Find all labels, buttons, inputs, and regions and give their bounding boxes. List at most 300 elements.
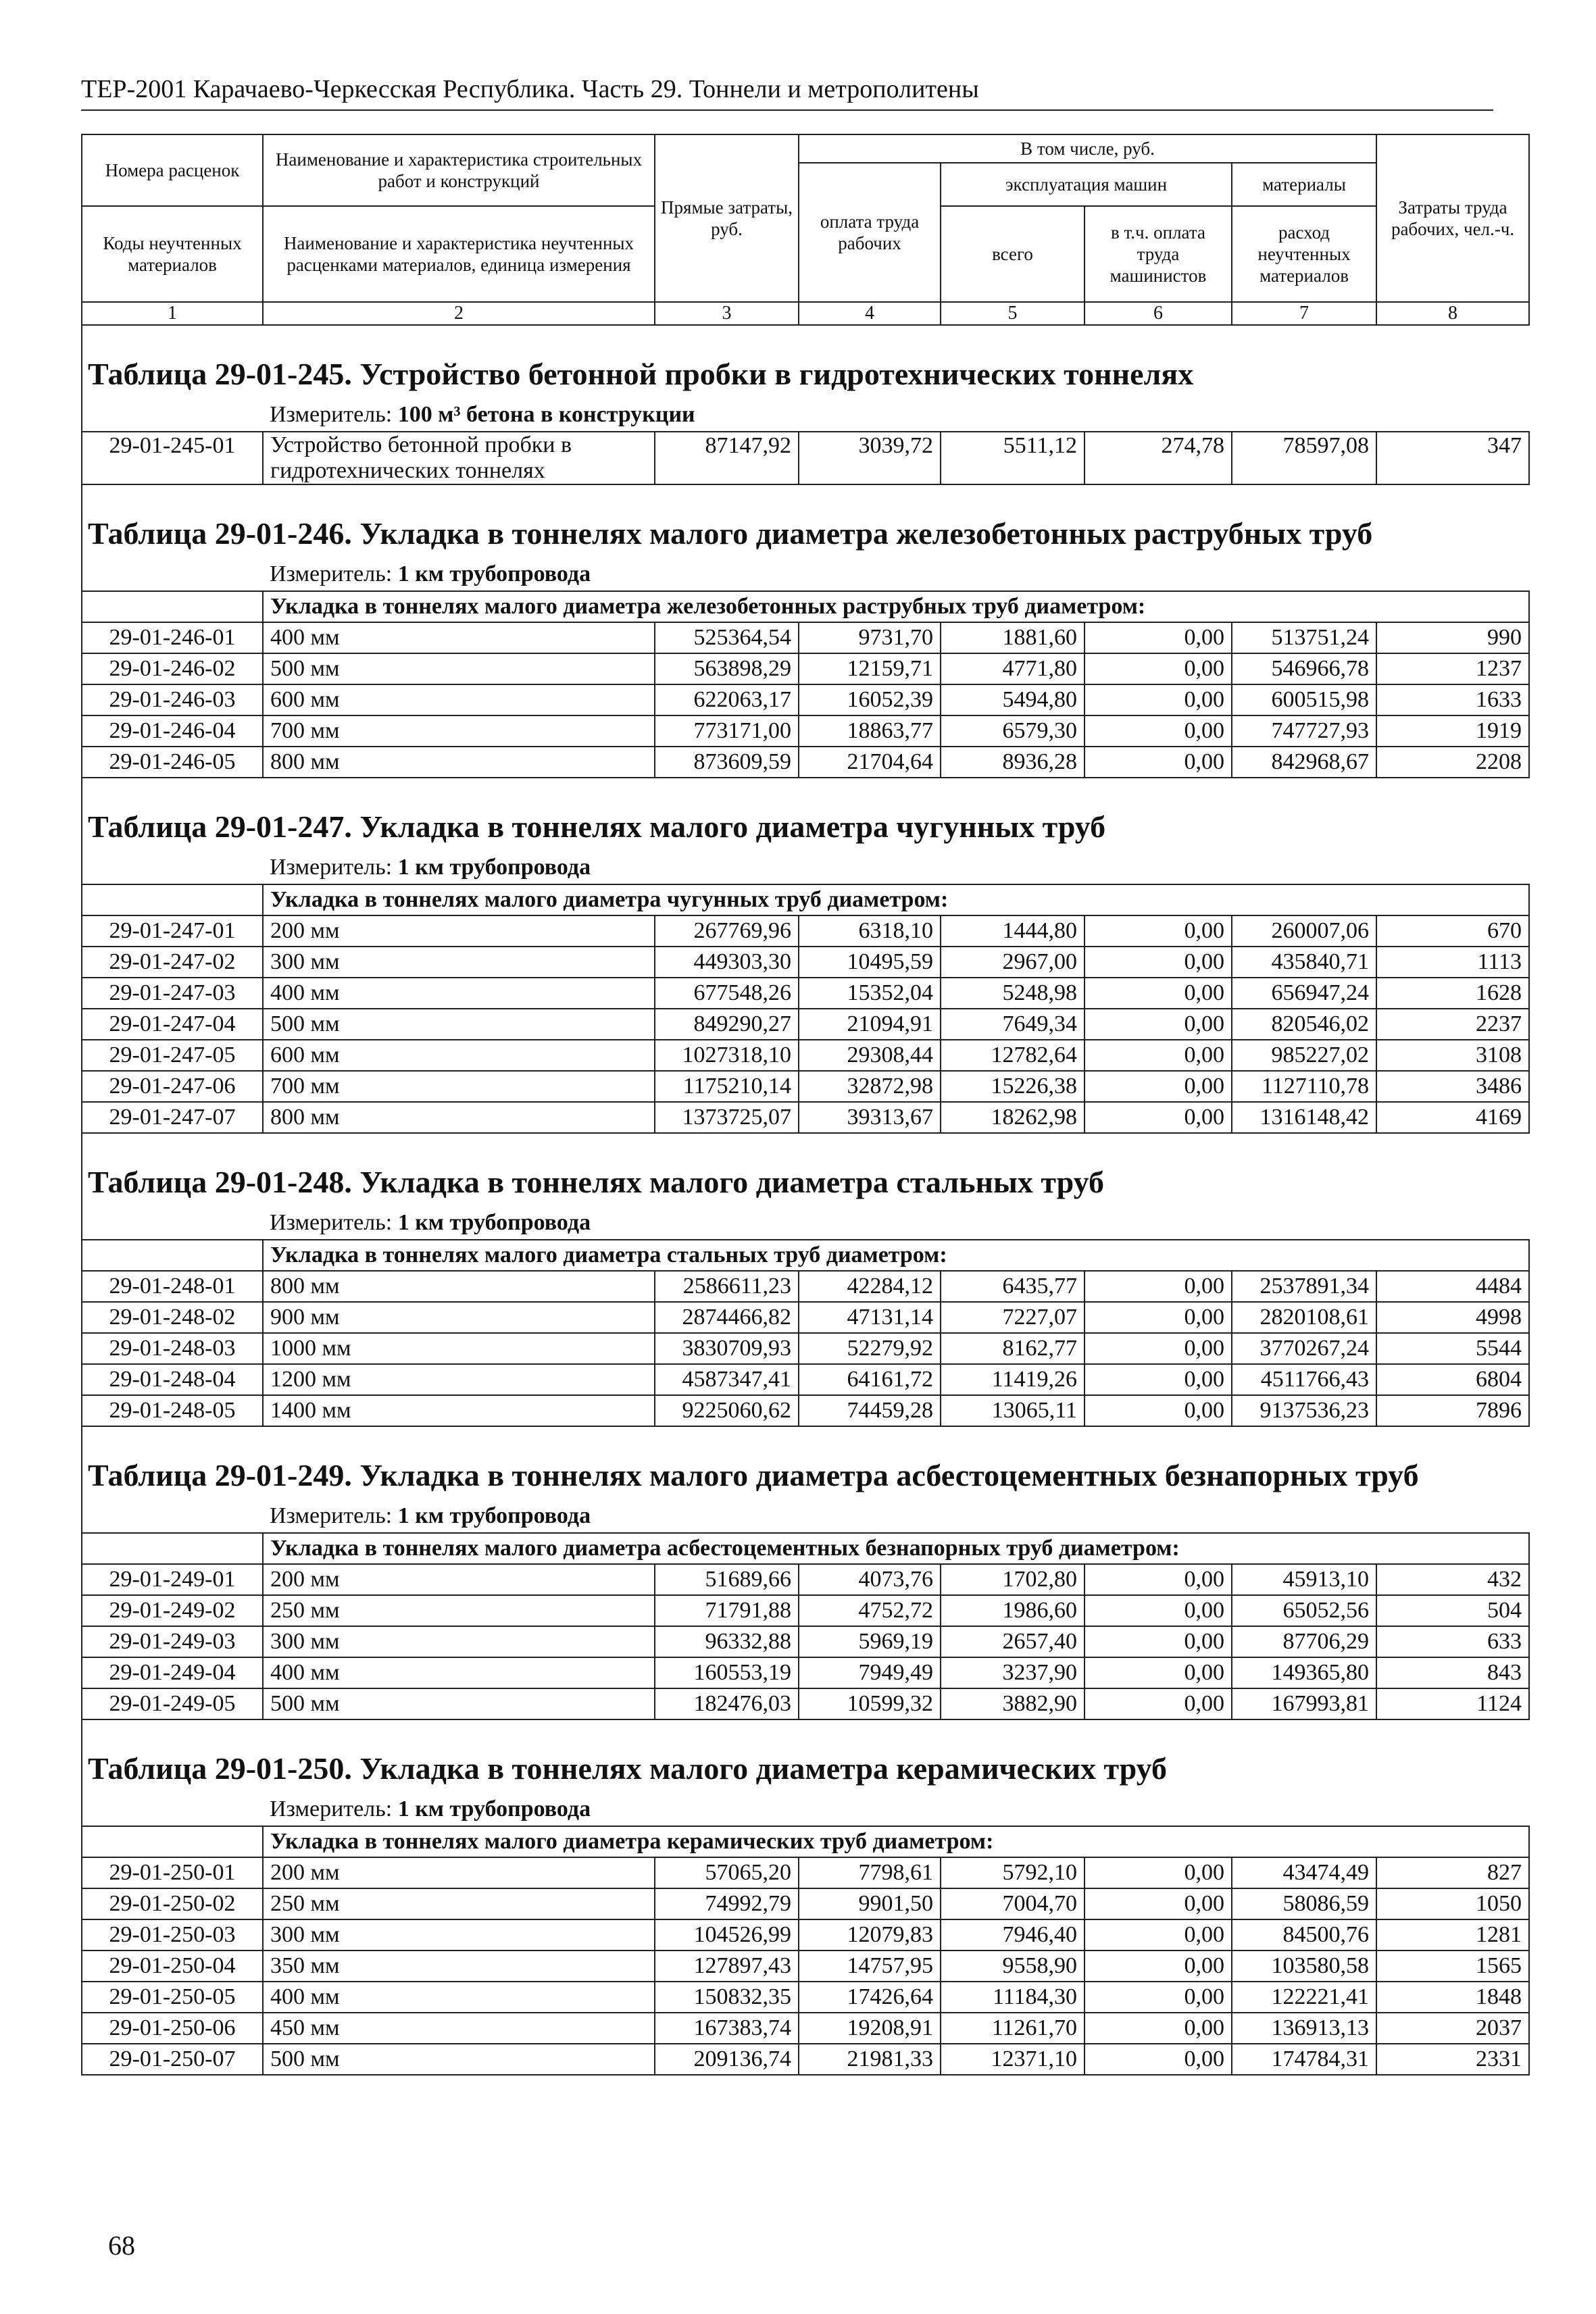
section-title-row bbox=[82, 1451, 1529, 1500]
labor-pay: 10495,59 bbox=[799, 947, 941, 978]
rate-code: 29-01-250-03 bbox=[82, 1919, 263, 1951]
materials: 136913,13 bbox=[1232, 2013, 1376, 2044]
group-label: Укладка в тоннелях малого диаметра асбестоцементных безнапорных труб диаметром: bbox=[263, 1533, 1529, 1564]
rate-code: 29-01-249-03 bbox=[82, 1626, 263, 1657]
table-row bbox=[82, 715, 1529, 747]
rate-code: 29-01-247-01 bbox=[82, 915, 263, 947]
direct-costs: 9225060,62 bbox=[655, 1395, 799, 1426]
rate-code: 29-01-250-04 bbox=[82, 1951, 263, 1982]
table-row bbox=[82, 1271, 1529, 1302]
machines-total: 8162,77 bbox=[941, 1333, 1084, 1364]
labor-pay: 9901,50 bbox=[799, 1888, 941, 1919]
meter bbox=[263, 1793, 1529, 1826]
machinist-pay: 0,00 bbox=[1084, 1102, 1232, 1133]
group-row bbox=[82, 1826, 1529, 1857]
meter bbox=[263, 558, 1529, 591]
meter-spacer bbox=[82, 558, 263, 591]
work-name: 500 мм bbox=[263, 1688, 655, 1719]
labor-hours: 347 bbox=[1376, 432, 1529, 484]
column-number: 1 bbox=[82, 302, 263, 325]
column-number: 2 bbox=[263, 302, 655, 325]
machines-total: 18262,98 bbox=[941, 1102, 1084, 1133]
machines-total: 12782,64 bbox=[941, 1040, 1084, 1071]
section-spacer bbox=[82, 778, 1529, 803]
machinist-pay: 274,78 bbox=[1084, 432, 1232, 484]
materials: 174784,31 bbox=[1232, 2044, 1376, 2075]
materials: 260007,06 bbox=[1232, 915, 1376, 947]
meter-row bbox=[82, 1207, 1529, 1240]
machines-total: 1986,60 bbox=[941, 1595, 1084, 1626]
labor-hours: 1848 bbox=[1376, 1982, 1529, 2013]
materials: 4511766,43 bbox=[1232, 1364, 1376, 1395]
rate-code: 29-01-246-05 bbox=[82, 747, 263, 778]
work-name: 300 мм bbox=[263, 947, 655, 978]
machines-total: 13065,11 bbox=[941, 1395, 1084, 1426]
header-row-1 bbox=[82, 134, 1529, 163]
header-material-name: Наименование и характеристика неучтенных расценками материалов, единица измерения bbox=[263, 206, 655, 302]
direct-costs: 150832,35 bbox=[655, 1982, 799, 2013]
spacer-cell bbox=[82, 484, 1529, 509]
direct-costs: 127897,43 bbox=[655, 1951, 799, 1982]
section-spacer bbox=[82, 1426, 1529, 1451]
rate-code: 29-01-248-05 bbox=[82, 1395, 263, 1426]
direct-costs: 104526,99 bbox=[655, 1919, 799, 1951]
header-materials: материалы bbox=[1232, 163, 1376, 206]
section-title: Таблица 29-01-246. Укладка в тоннелях малого диаметра железобетонных раструбных труб bbox=[82, 509, 1529, 558]
labor-pay: 14757,95 bbox=[799, 1951, 941, 1982]
labor-pay: 7798,61 bbox=[799, 1857, 941, 1888]
section-title-row bbox=[82, 803, 1529, 851]
group-row bbox=[82, 591, 1529, 622]
meter bbox=[263, 1207, 1529, 1240]
meter-spacer bbox=[82, 1793, 263, 1826]
machines-total: 11261,70 bbox=[941, 2013, 1084, 2044]
rate-code: 29-01-248-03 bbox=[82, 1333, 263, 1364]
meter bbox=[263, 851, 1529, 884]
machines-total: 2967,00 bbox=[941, 947, 1084, 978]
rate-code: 29-01-248-02 bbox=[82, 1302, 263, 1333]
labor-pay: 18863,77 bbox=[799, 715, 941, 747]
header-machines: эксплуатация машин bbox=[941, 163, 1232, 206]
work-name: 250 мм bbox=[263, 1595, 655, 1626]
machinist-pay: 0,00 bbox=[1084, 1364, 1232, 1395]
header-unaccounted-materials: расход неучтенных материалов bbox=[1232, 206, 1376, 302]
meter-spacer bbox=[82, 1500, 263, 1533]
materials: 747727,93 bbox=[1232, 715, 1376, 747]
table-row bbox=[82, 1071, 1529, 1102]
work-name: 800 мм bbox=[263, 1271, 655, 1302]
table-row bbox=[82, 1040, 1529, 1071]
group-spacer bbox=[82, 1826, 263, 1857]
rate-code: 29-01-249-05 bbox=[82, 1688, 263, 1719]
labor-pay: 39313,67 bbox=[799, 1102, 941, 1133]
materials: 435840,71 bbox=[1232, 947, 1376, 978]
materials: 513751,24 bbox=[1232, 622, 1376, 653]
labor-hours: 2037 bbox=[1376, 2013, 1529, 2044]
labor-hours: 827 bbox=[1376, 1857, 1529, 1888]
direct-costs: 622063,17 bbox=[655, 684, 799, 715]
group-spacer bbox=[82, 1240, 263, 1271]
table-row bbox=[82, 622, 1529, 653]
meter-value: 1 км трубопровода bbox=[397, 1210, 591, 1235]
labor-hours: 432 bbox=[1376, 1564, 1529, 1595]
meter-spacer bbox=[82, 851, 263, 884]
meter-row bbox=[82, 1500, 1529, 1533]
materials: 985227,02 bbox=[1232, 1040, 1376, 1071]
table-row bbox=[82, 1102, 1529, 1133]
meter-value: 1 км трубопровода bbox=[397, 1796, 591, 1821]
work-name: 700 мм bbox=[263, 1071, 655, 1102]
meter-label: Измеритель: bbox=[270, 402, 393, 427]
machinist-pay: 0,00 bbox=[1084, 1040, 1232, 1071]
table-row bbox=[82, 1595, 1529, 1626]
section-title: Таблица 29-01-248. Укладка в тоннелях малого диаметра стальных труб bbox=[82, 1158, 1529, 1207]
table-row bbox=[82, 1688, 1529, 1719]
machinist-pay: 0,00 bbox=[1084, 1857, 1232, 1888]
rate-code: 29-01-250-06 bbox=[82, 2013, 263, 2044]
header-including: В том числе, руб. bbox=[799, 134, 1376, 163]
materials: 103580,58 bbox=[1232, 1951, 1376, 1982]
section-title: Таблица 29-01-250. Укладка в тоннелях малого диаметра керамических труб bbox=[82, 1744, 1529, 1793]
group-row bbox=[82, 1240, 1529, 1271]
meter-value: 1 км трубопровода bbox=[397, 855, 591, 880]
table-row bbox=[82, 1919, 1529, 1951]
work-name: 400 мм bbox=[263, 978, 655, 1009]
machines-total: 6579,30 bbox=[941, 715, 1084, 747]
labor-pay: 3039,72 bbox=[799, 432, 941, 484]
machinist-pay: 0,00 bbox=[1084, 1302, 1232, 1333]
work-name: 900 мм bbox=[263, 1302, 655, 1333]
direct-costs: 3830709,93 bbox=[655, 1333, 799, 1364]
direct-costs: 57065,20 bbox=[655, 1857, 799, 1888]
rate-code: 29-01-246-03 bbox=[82, 684, 263, 715]
table-row bbox=[82, 947, 1529, 978]
section-spacer bbox=[82, 325, 1529, 350]
direct-costs: 87147,92 bbox=[655, 432, 799, 484]
table-row bbox=[82, 1395, 1529, 1426]
machines-total: 5511,12 bbox=[941, 432, 1084, 484]
header-machinist-pay: в т.ч. оплата труда машинистов bbox=[1084, 206, 1232, 302]
direct-costs: 209136,74 bbox=[655, 2044, 799, 2075]
column-number: 7 bbox=[1232, 302, 1376, 325]
machinist-pay: 0,00 bbox=[1084, 1657, 1232, 1688]
materials: 2820108,61 bbox=[1232, 1302, 1376, 1333]
materials: 820546,02 bbox=[1232, 1009, 1376, 1040]
machines-total: 4771,80 bbox=[941, 653, 1084, 684]
machinist-pay: 0,00 bbox=[1084, 1982, 1232, 2013]
labor-hours: 1237 bbox=[1376, 653, 1529, 684]
section-title: Таблица 29-01-247. Укладка в тоннелях малого диаметра чугунных труб bbox=[82, 803, 1529, 851]
machinist-pay: 0,00 bbox=[1084, 1071, 1232, 1102]
labor-hours: 4169 bbox=[1376, 1102, 1529, 1133]
machinist-pay: 0,00 bbox=[1084, 947, 1232, 978]
section-spacer bbox=[82, 1719, 1529, 1744]
table-row bbox=[82, 432, 1529, 484]
direct-costs: 160553,19 bbox=[655, 1657, 799, 1688]
machines-total: 15226,38 bbox=[941, 1071, 1084, 1102]
rate-code: 29-01-249-04 bbox=[82, 1657, 263, 1688]
meter-row bbox=[82, 558, 1529, 591]
materials: 167993,81 bbox=[1232, 1688, 1376, 1719]
materials: 45913,10 bbox=[1232, 1564, 1376, 1595]
work-name: 300 мм bbox=[263, 1626, 655, 1657]
table-row bbox=[82, 1888, 1529, 1919]
labor-hours: 1113 bbox=[1376, 947, 1529, 978]
work-name: 200 мм bbox=[263, 1857, 655, 1888]
machines-total: 7227,07 bbox=[941, 1302, 1084, 1333]
labor-pay: 7949,49 bbox=[799, 1657, 941, 1688]
machines-total: 8936,28 bbox=[941, 747, 1084, 778]
machinist-pay: 0,00 bbox=[1084, 1009, 1232, 1040]
meter bbox=[263, 1500, 1529, 1533]
labor-pay: 21981,33 bbox=[799, 2044, 941, 2075]
labor-pay: 9731,70 bbox=[799, 622, 941, 653]
direct-costs: 2586611,23 bbox=[655, 1271, 799, 1302]
labor-pay: 16052,39 bbox=[799, 684, 941, 715]
labor-hours: 2208 bbox=[1376, 747, 1529, 778]
labor-hours: 3108 bbox=[1376, 1040, 1529, 1071]
labor-hours: 1565 bbox=[1376, 1951, 1529, 1982]
machinist-pay: 0,00 bbox=[1084, 1888, 1232, 1919]
machines-total: 5248,98 bbox=[941, 978, 1084, 1009]
table-row bbox=[82, 747, 1529, 778]
work-name: 500 мм bbox=[263, 653, 655, 684]
section-title: Таблица 29-01-245. Устройство бетонной пробки в гидротехнических тоннелях bbox=[82, 350, 1529, 399]
machinist-pay: 0,00 bbox=[1084, 622, 1232, 653]
work-name: 400 мм bbox=[263, 1657, 655, 1688]
group-label: Укладка в тоннелях малого диаметра стальных труб диаметром: bbox=[263, 1240, 1529, 1271]
machinist-pay: 0,00 bbox=[1084, 978, 1232, 1009]
labor-pay: 6318,10 bbox=[799, 915, 941, 947]
machinist-pay: 0,00 bbox=[1084, 1564, 1232, 1595]
column-numbers-row bbox=[82, 302, 1529, 325]
spacer-cell bbox=[82, 1133, 1529, 1158]
header-rate-numbers: Номера расценок bbox=[82, 134, 263, 206]
section-title: Таблица 29-01-249. Укладка в тоннелях малого диаметра асбестоцементных безнапорных труб bbox=[82, 1451, 1529, 1500]
materials: 84500,76 bbox=[1232, 1919, 1376, 1951]
labor-pay: 10599,32 bbox=[799, 1688, 941, 1719]
machinist-pay: 0,00 bbox=[1084, 1951, 1232, 1982]
machines-total: 1881,60 bbox=[941, 622, 1084, 653]
materials: 546966,78 bbox=[1232, 653, 1376, 684]
work-name: 500 мм bbox=[263, 1009, 655, 1040]
labor-pay: 21094,91 bbox=[799, 1009, 941, 1040]
group-row bbox=[82, 1533, 1529, 1564]
rate-code: 29-01-247-05 bbox=[82, 1040, 263, 1071]
machines-total: 6435,77 bbox=[941, 1271, 1084, 1302]
labor-pay: 4073,76 bbox=[799, 1564, 941, 1595]
table-row bbox=[82, 653, 1529, 684]
labor-hours: 1124 bbox=[1376, 1688, 1529, 1719]
rate-code: 29-01-250-05 bbox=[82, 1982, 263, 2013]
column-number: 4 bbox=[799, 302, 941, 325]
rate-code: 29-01-247-02 bbox=[82, 947, 263, 978]
work-name: 800 мм bbox=[263, 747, 655, 778]
labor-hours: 4484 bbox=[1376, 1271, 1529, 1302]
labor-hours: 1628 bbox=[1376, 978, 1529, 1009]
rate-code: 29-01-250-01 bbox=[82, 1857, 263, 1888]
table-row bbox=[82, 1333, 1529, 1364]
labor-hours: 670 bbox=[1376, 915, 1529, 947]
machinist-pay: 0,00 bbox=[1084, 715, 1232, 747]
machinist-pay: 0,00 bbox=[1084, 2013, 1232, 2044]
machines-total: 1702,80 bbox=[941, 1564, 1084, 1595]
machines-total: 11419,26 bbox=[941, 1364, 1084, 1395]
direct-costs: 267769,96 bbox=[655, 915, 799, 947]
meter-label: Измеритель: bbox=[270, 561, 393, 586]
direct-costs: 182476,03 bbox=[655, 1688, 799, 1719]
direct-costs: 563898,29 bbox=[655, 653, 799, 684]
rate-code: 29-01-247-03 bbox=[82, 978, 263, 1009]
materials: 122221,41 bbox=[1232, 1982, 1376, 2013]
column-number: 8 bbox=[1376, 302, 1529, 325]
table-row bbox=[82, 2044, 1529, 2075]
group-spacer bbox=[82, 884, 263, 915]
machinist-pay: 0,00 bbox=[1084, 747, 1232, 778]
labor-pay: 4752,72 bbox=[799, 1595, 941, 1626]
labor-hours: 990 bbox=[1376, 622, 1529, 653]
rates-table bbox=[81, 134, 1530, 2076]
table-row bbox=[82, 1009, 1529, 1040]
meter-value: 100 м³ бетона в конструкции bbox=[397, 402, 695, 427]
labor-pay: 29308,44 bbox=[799, 1040, 941, 1071]
table-row bbox=[82, 915, 1529, 947]
meter-label: Измеритель: bbox=[270, 855, 393, 880]
column-number: 6 bbox=[1084, 302, 1232, 325]
machinist-pay: 0,00 bbox=[1084, 1271, 1232, 1302]
materials: 65052,56 bbox=[1232, 1595, 1376, 1626]
direct-costs: 51689,66 bbox=[655, 1564, 799, 1595]
direct-costs: 525364,54 bbox=[655, 622, 799, 653]
section-spacer bbox=[82, 484, 1529, 509]
meter bbox=[263, 399, 1529, 432]
spacer-cell bbox=[82, 325, 1529, 350]
labor-hours: 843 bbox=[1376, 1657, 1529, 1688]
machines-total: 3237,90 bbox=[941, 1657, 1084, 1688]
page-number: 68 bbox=[108, 2230, 135, 2261]
column-number: 3 bbox=[655, 302, 799, 325]
meter-row bbox=[82, 851, 1529, 884]
rate-code: 29-01-245-01 bbox=[82, 432, 263, 484]
materials: 78597,08 bbox=[1232, 432, 1376, 484]
header-material-codes: Коды неучтенных материалов bbox=[82, 206, 263, 302]
materials: 656947,24 bbox=[1232, 978, 1376, 1009]
group-spacer bbox=[82, 591, 263, 622]
rate-code: 29-01-250-02 bbox=[82, 1888, 263, 1919]
direct-costs: 449303,30 bbox=[655, 947, 799, 978]
rate-code: 29-01-248-04 bbox=[82, 1364, 263, 1395]
labor-pay: 52279,92 bbox=[799, 1333, 941, 1364]
table-row bbox=[82, 1657, 1529, 1688]
materials: 842968,67 bbox=[1232, 747, 1376, 778]
meter-value: 1 км трубопровода bbox=[397, 1503, 591, 1528]
labor-pay: 47131,14 bbox=[799, 1302, 941, 1333]
direct-costs: 2874466,82 bbox=[655, 1302, 799, 1333]
machines-total: 9558,90 bbox=[941, 1951, 1084, 1982]
spacer-cell bbox=[82, 1719, 1529, 1744]
rate-code: 29-01-246-04 bbox=[82, 715, 263, 747]
rate-code: 29-01-250-07 bbox=[82, 2044, 263, 2075]
labor-hours: 2237 bbox=[1376, 1009, 1529, 1040]
direct-costs: 849290,27 bbox=[655, 1009, 799, 1040]
work-name: 350 мм bbox=[263, 1951, 655, 1982]
table-row bbox=[82, 1857, 1529, 1888]
machines-total: 12371,10 bbox=[941, 2044, 1084, 2075]
materials: 2537891,34 bbox=[1232, 1271, 1376, 1302]
header-direct-costs: Прямые затраты, руб. bbox=[655, 134, 799, 302]
work-name: 800 мм bbox=[263, 1102, 655, 1133]
machinist-pay: 0,00 bbox=[1084, 1595, 1232, 1626]
direct-costs: 167383,74 bbox=[655, 2013, 799, 2044]
labor-hours: 2331 bbox=[1376, 2044, 1529, 2075]
labor-pay: 15352,04 bbox=[799, 978, 941, 1009]
work-name: 200 мм bbox=[263, 1564, 655, 1595]
rate-code: 29-01-247-07 bbox=[82, 1102, 263, 1133]
machinist-pay: 0,00 bbox=[1084, 1333, 1232, 1364]
labor-hours: 1633 bbox=[1376, 684, 1529, 715]
table-row bbox=[82, 978, 1529, 1009]
materials: 87706,29 bbox=[1232, 1626, 1376, 1657]
direct-costs: 1027318,10 bbox=[655, 1040, 799, 1071]
labor-pay: 74459,28 bbox=[799, 1395, 941, 1426]
work-name: 1000 мм bbox=[263, 1333, 655, 1364]
direct-costs: 773171,00 bbox=[655, 715, 799, 747]
labor-pay: 17426,64 bbox=[799, 1982, 941, 2013]
section-title-row bbox=[82, 1744, 1529, 1793]
machines-total: 5494,80 bbox=[941, 684, 1084, 715]
meter-spacer bbox=[82, 399, 263, 432]
machines-total: 7004,70 bbox=[941, 1888, 1084, 1919]
direct-costs: 74992,79 bbox=[655, 1888, 799, 1919]
machinist-pay: 0,00 bbox=[1084, 684, 1232, 715]
rate-code: 29-01-248-01 bbox=[82, 1271, 263, 1302]
work-name: 600 мм bbox=[263, 1040, 655, 1071]
machinist-pay: 0,00 bbox=[1084, 2044, 1232, 2075]
labor-pay: 32872,98 bbox=[799, 1071, 941, 1102]
section-title-row bbox=[82, 1158, 1529, 1207]
machines-total: 7649,34 bbox=[941, 1009, 1084, 1040]
direct-costs: 71791,88 bbox=[655, 1595, 799, 1626]
header-work-name: Наименование и характеристика строительных работ и конструкций bbox=[263, 134, 655, 206]
meter-value: 1 км трубопровода bbox=[397, 561, 591, 586]
group-label: Укладка в тоннелях малого диаметра железобетонных раструбных труб диаметром: bbox=[263, 591, 1529, 622]
spacer-cell bbox=[82, 1426, 1529, 1451]
header-machines-total: всего bbox=[941, 206, 1084, 302]
direct-costs: 1175210,14 bbox=[655, 1071, 799, 1102]
work-name: 1400 мм bbox=[263, 1395, 655, 1426]
work-name: 300 мм bbox=[263, 1919, 655, 1951]
table-row bbox=[82, 1982, 1529, 2013]
machines-total: 3882,90 bbox=[941, 1688, 1084, 1719]
work-name: 200 мм bbox=[263, 915, 655, 947]
labor-pay: 12079,83 bbox=[799, 1919, 941, 1951]
direct-costs: 677548,26 bbox=[655, 978, 799, 1009]
direct-costs: 96332,88 bbox=[655, 1626, 799, 1657]
table-row bbox=[82, 1626, 1529, 1657]
machinist-pay: 0,00 bbox=[1084, 653, 1232, 684]
labor-hours: 7896 bbox=[1376, 1395, 1529, 1426]
labor-hours: 1919 bbox=[1376, 715, 1529, 747]
machines-total: 11184,30 bbox=[941, 1982, 1084, 2013]
table-row bbox=[82, 1364, 1529, 1395]
meter-label: Измеритель: bbox=[270, 1796, 393, 1821]
work-name: 400 мм bbox=[263, 1982, 655, 2013]
rate-code: 29-01-249-01 bbox=[82, 1564, 263, 1595]
machines-total: 1444,80 bbox=[941, 915, 1084, 947]
direct-costs: 873609,59 bbox=[655, 747, 799, 778]
group-label: Укладка в тоннелях малого диаметра керамических труб диаметром: bbox=[263, 1826, 1529, 1857]
materials: 3770267,24 bbox=[1232, 1333, 1376, 1364]
